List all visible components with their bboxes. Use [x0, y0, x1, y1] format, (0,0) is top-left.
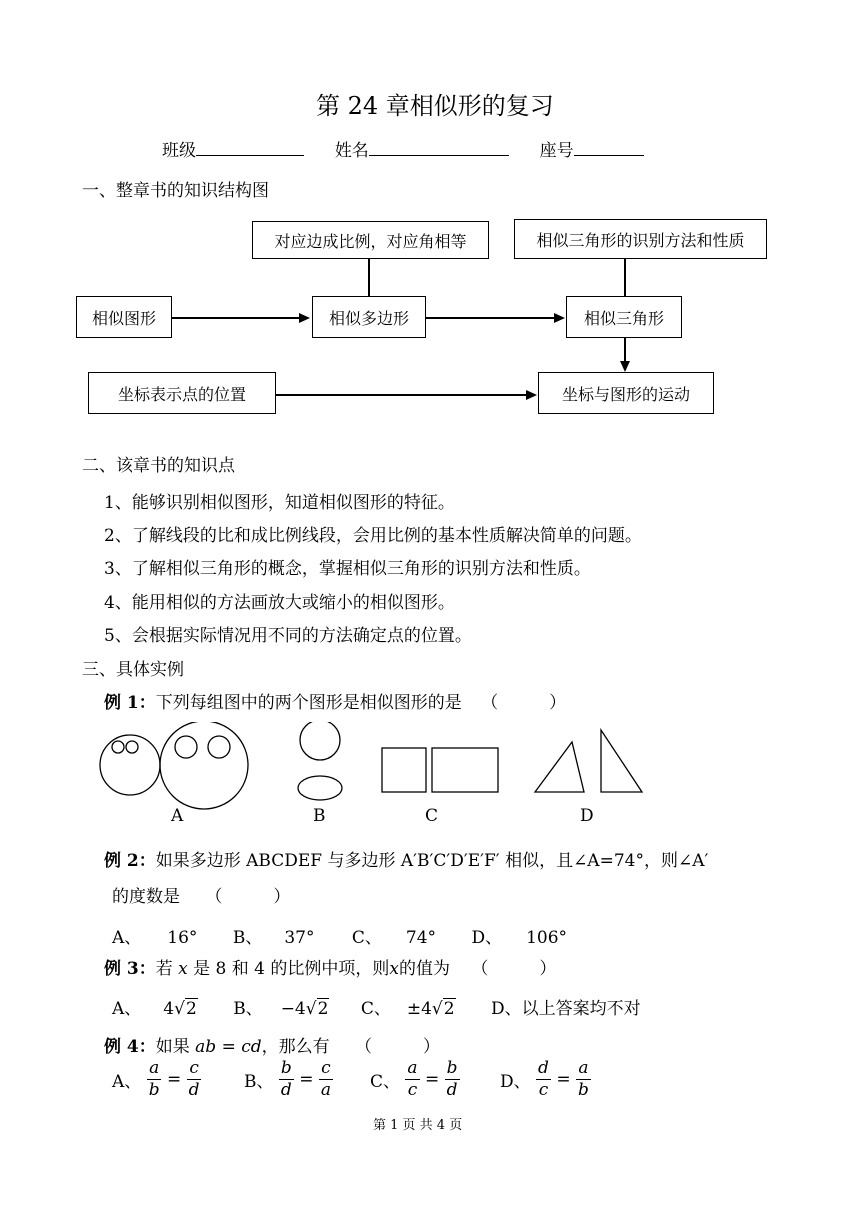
example-3-options: A、 4√2 B、 −4√2 C、 ±4√2 D、以上答案均不对: [112, 999, 641, 1019]
example-2: [104, 846, 708, 871]
option-letter: C、: [370, 1072, 401, 1092]
fraction: $\frac{c}{a}$: [320, 1058, 331, 1100]
option-letter: B、: [233, 999, 263, 1019]
option-value: −4: [280, 999, 306, 1019]
answer-paren: （ ）: [355, 1037, 441, 1057]
arrow-line: [624, 338, 626, 362]
knowledge-point: 1、能够识别相似图形，知道相似图形的特征。: [104, 493, 455, 513]
example-4-option-d: D、 $\frac{d}{c}$ = $\frac{a}{b}$: [500, 1058, 589, 1100]
page-footer: 第 1 页 共 4 页: [373, 1118, 463, 1133]
figure-circle: [100, 735, 160, 795]
knowledge-point: 2、了解线段的比和成比例线段，会用比例的基本性质解决简单的问题。: [104, 526, 642, 546]
figure-circle: [112, 741, 124, 753]
knowledge-point: 3、了解相似三角形的概念，掌握相似三角形的识别方法和性质。: [104, 559, 591, 579]
fraction: $\frac{d}{c}$: [538, 1058, 549, 1100]
answer-paren: （ ）: [205, 887, 291, 907]
name-label: 姓名: [334, 141, 369, 161]
arrow-head: [554, 313, 565, 323]
figure-triangle: [535, 742, 584, 792]
diagram-box-coordinate-motion: 坐标与图形的运动: [538, 372, 714, 414]
example-text: ，那么有: [261, 1037, 330, 1057]
example-4-option-b: B、 $\frac{b}{d}$ = $\frac{c}{a}$: [244, 1058, 331, 1100]
option-letter: A、: [112, 928, 142, 948]
figure-square: [382, 748, 426, 792]
figure-d: [535, 730, 642, 792]
option-letter: D、: [471, 928, 503, 948]
header-fields: [162, 136, 644, 161]
figure-c: [382, 748, 498, 792]
diagram-box-similar-triangles: 相似三角形: [566, 296, 682, 338]
example-text: 如果多边形 ABCDEF 与多边形 A′B′C′D′E′F′ 相似，且∠A=74°，则∠A′: [155, 851, 709, 871]
option-value: 37°: [284, 928, 315, 948]
figure-circle: [208, 736, 230, 758]
figure-circle: [175, 736, 197, 758]
option-value: 4: [163, 999, 175, 1019]
example-text: 如果: [155, 1037, 190, 1057]
diagram-box-correspondence: 对应边成比例，对应角相等: [252, 221, 489, 259]
option-letter: A、: [112, 1072, 142, 1092]
example-text: 若: [155, 959, 173, 979]
knowledge-point: 4、能用相似的方法画放大或缩小的相似图形。: [104, 593, 455, 613]
class-label: 班级: [162, 141, 196, 161]
knowledge-point: 5、会根据实际情况用不同的方法确定点的位置。: [104, 626, 472, 646]
option-label: B: [313, 806, 326, 826]
diagram-box-similar-polygons: 相似多边形: [312, 296, 426, 338]
option-value: 106°: [526, 928, 568, 948]
name-blank: [369, 137, 509, 156]
example-label: 例 4：: [104, 1037, 156, 1057]
example-4-option-a: A、 $\frac{a}{b}$ = $\frac{c}{d}$: [112, 1058, 200, 1100]
diagram-box-triangle-methods: 相似三角形的识别方法和性质: [514, 219, 767, 259]
seat-label: 座号: [539, 141, 574, 161]
example-3: [104, 954, 556, 979]
connector-line: [368, 259, 370, 296]
variable-x: x: [389, 959, 399, 979]
option-letter: B、: [244, 1072, 274, 1092]
option-text: D、以上答案均不对: [490, 999, 641, 1019]
arrow-line: [426, 317, 554, 319]
example-text: 的度数是: [112, 887, 180, 907]
page-title: 第 24 章相似形的复习: [316, 92, 554, 120]
option-letter: B、: [232, 928, 263, 948]
option-label: C: [425, 806, 439, 826]
example-text: 是 8 和 4 的比例中项，则: [193, 959, 390, 979]
figure-triangle: [601, 730, 642, 792]
option-label: D: [580, 806, 594, 826]
connector-line: [624, 259, 626, 296]
example-1-figures: [90, 722, 670, 812]
figure-rectangle: [432, 748, 498, 792]
arrow-line: [172, 317, 300, 319]
arrow-head: [299, 313, 310, 323]
figure-ellipse: [298, 776, 342, 800]
diagram-box-coordinate-position: 坐标表示点的位置: [88, 372, 276, 414]
example-label: 例 2：: [104, 851, 156, 871]
option-value: 16°: [167, 928, 198, 948]
example-label: 例 3：: [104, 959, 156, 979]
radicand: 2: [443, 999, 455, 1019]
arrow-line: [276, 394, 526, 396]
figure-circle: [160, 722, 248, 809]
arrow-head: [620, 361, 630, 372]
example-text: 的值为: [399, 959, 450, 979]
option-letter: C、: [351, 928, 382, 948]
fraction: $\frac{c}{d}$: [188, 1058, 200, 1100]
fraction: $\frac{b}{d}$: [446, 1058, 458, 1100]
radicand: 2: [185, 999, 197, 1019]
equation: ab = cd: [195, 1037, 262, 1057]
variable-x: x: [178, 959, 188, 979]
fraction: $\frac{b}{d}$: [280, 1058, 292, 1100]
section-heading: 二、该章书的知识点: [82, 456, 235, 476]
option-value: 74°: [405, 928, 437, 948]
option-value: ±4: [406, 999, 432, 1019]
seat-blank: [574, 137, 644, 156]
example-4-option-c: C、 $\frac{a}{c}$ = $\frac{b}{d}$: [370, 1058, 458, 1100]
figure-circle: [300, 722, 340, 760]
fraction: $\frac{a}{b}$: [578, 1058, 589, 1100]
diagram-box-similar-figures: 相似图形: [76, 296, 172, 338]
example-2-line2: [112, 882, 290, 907]
figure-circle: [126, 741, 138, 753]
example-1: [104, 688, 566, 713]
arrow-head: [526, 390, 537, 400]
example-2-options: [112, 923, 567, 948]
option-letter: D、: [500, 1072, 531, 1092]
section-heading: 一、整章书的知识结构图: [82, 181, 269, 201]
answer-paren: （ ）: [471, 959, 557, 979]
example-label: 例 1：: [104, 693, 156, 713]
radicand: 2: [317, 999, 329, 1019]
figure-b: [298, 722, 342, 800]
option-letter: C、: [360, 999, 391, 1019]
figure-a: [100, 722, 248, 809]
option-letter: A、: [112, 999, 142, 1019]
answer-paren: （ ）: [481, 693, 567, 713]
example-4: [104, 1032, 440, 1057]
section-heading: 三、具体实例: [82, 660, 184, 680]
class-blank: [196, 137, 304, 156]
fraction: $\frac{a}{b}$: [148, 1058, 160, 1100]
example-text: 下列每组图中的两个图形是相似图形的是: [155, 693, 462, 713]
option-label: A: [171, 806, 184, 826]
fraction: $\frac{a}{c}$: [407, 1058, 418, 1100]
